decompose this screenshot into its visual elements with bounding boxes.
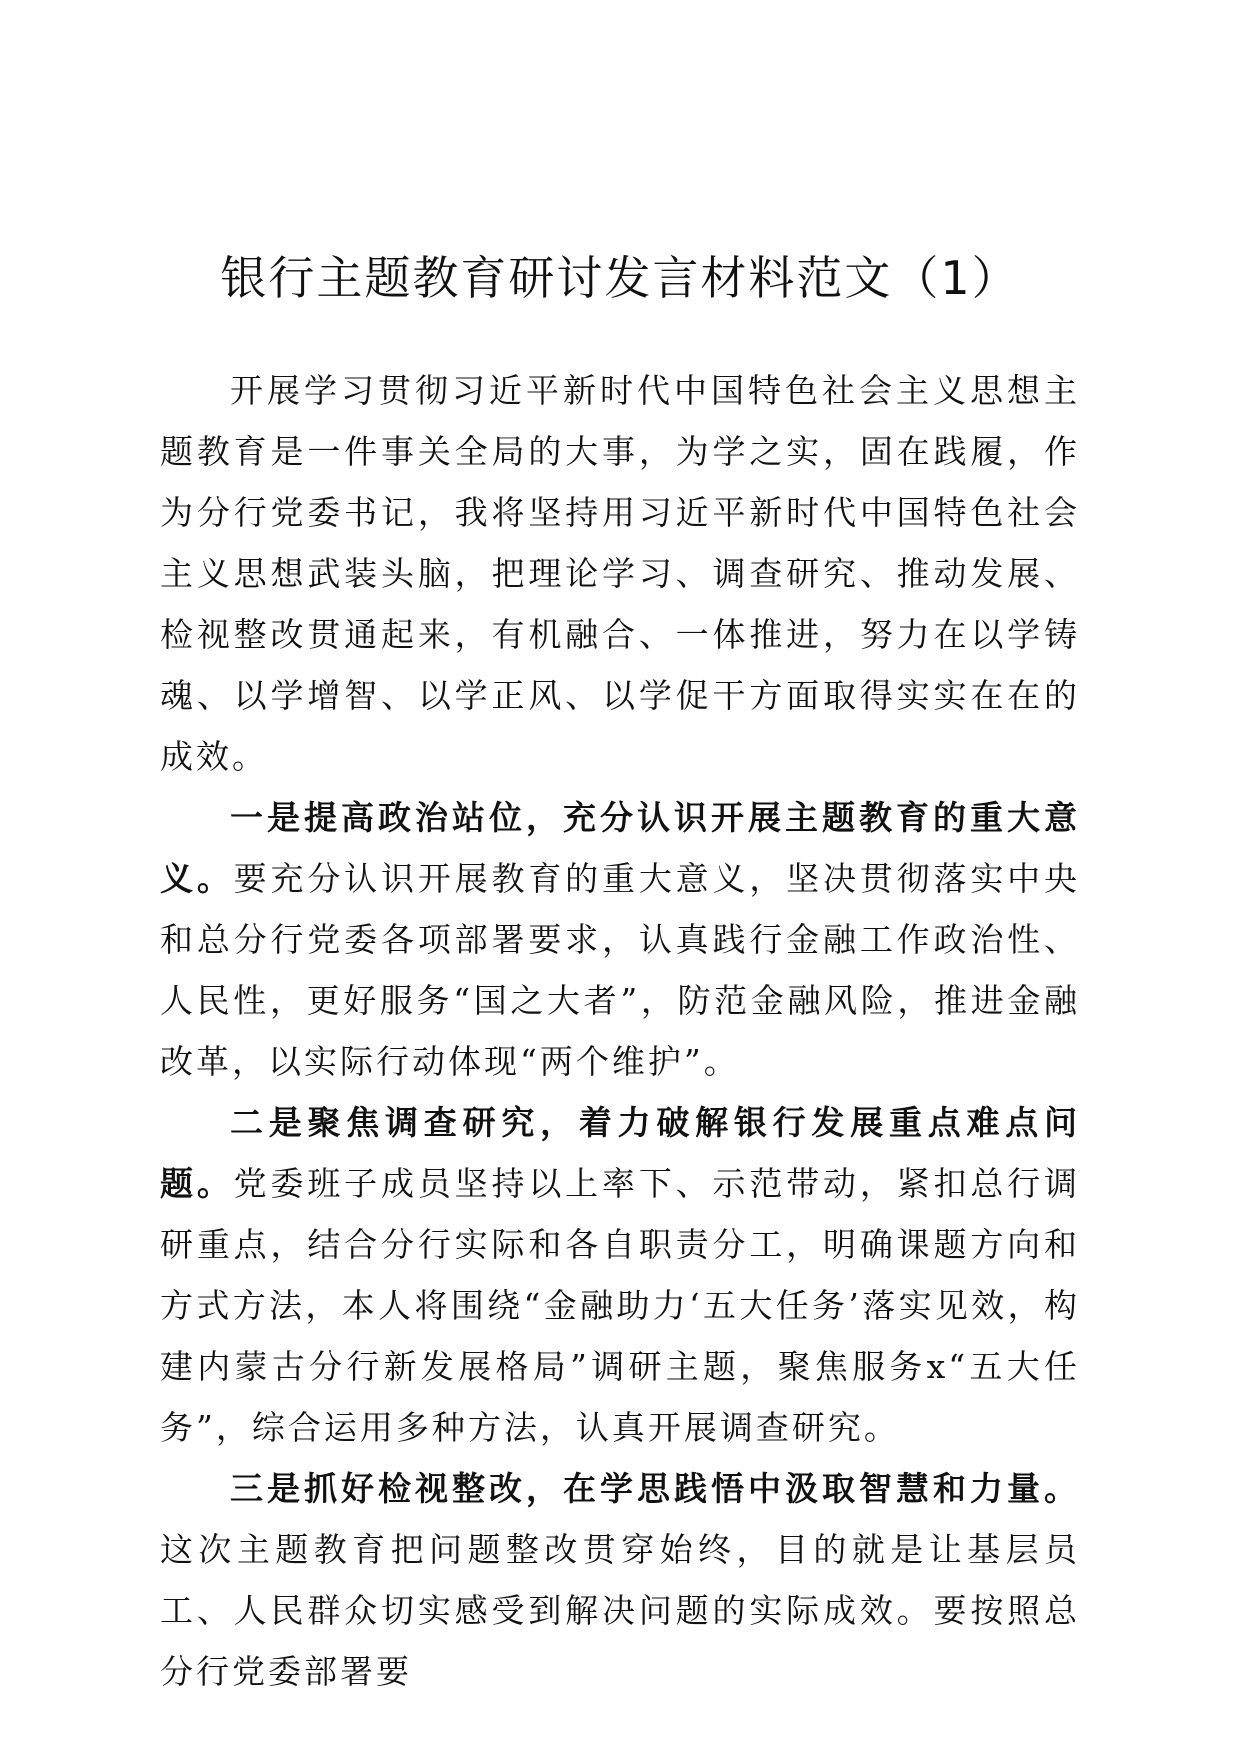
paragraph-text: 党委班子成员坚持以上率下、示范带动，紧扣总行调研重点，结合分行实际和各自职责分工，明确课题方向和方式方法，本人将围绕“金融助力‘五大任务’落实见效，构建内蒙古分行新发展格局”调研主题，聚焦服务x“五大任务”，综合运用多种方法，认真开展调查研究。 [160,1164,1081,1447]
paragraph-point-2 [160,1092,1080,1458]
paragraph-lead: 一是提高政治站位，充分认识开展主题教育的重大意义。 [160,798,1080,898]
paragraph-text: 这次主题教育把问题整改贯穿始终，目的就是让基层员工、人民群众切实感受到解决问题的实际成效。要按照总分行党委部署要 [160,1530,1080,1691]
paragraph-point-1 [160,787,1080,1092]
paragraph-point-3 [160,1458,1080,1702]
paragraph-intro [160,360,1080,787]
paragraph-text: 开展学习贯彻习近平新时代中国特色社会主义思想主题教育是一件事关全局的大事，为学之实，固在践履，作为分行党委书记，我将坚持用习近平新时代中国特色社会主义思想武装头脑，把理论学习、调查研究、推动发展、检视整改贯通起来，有机融合、一体推进，努力在以学铸魂、以学增智、以学正风、以学促干方面取得实实在在的成效。 [160,371,1080,776]
paragraph-lead: 三是抓好检视整改，在学思践悟中汲取智慧和力量。 [230,1469,1080,1508]
document-body [160,360,1080,1702]
paragraph-text: 要充分认识开展教育的重大意义，坚决贯彻落实中央和总分行党委各项部署要求，认真践行金融工作政治性、人民性，更好服务“国之大者”，防范金融风险，推进金融改革，以实际行动体现“两个维护”。 [160,859,1081,1081]
paragraph-lead: 二是聚焦调查研究，着力破解银行发展重点难点问题。 [160,1103,1080,1203]
document-title: 银行主题教育研讨发言材料范文（1） [220,251,1020,305]
